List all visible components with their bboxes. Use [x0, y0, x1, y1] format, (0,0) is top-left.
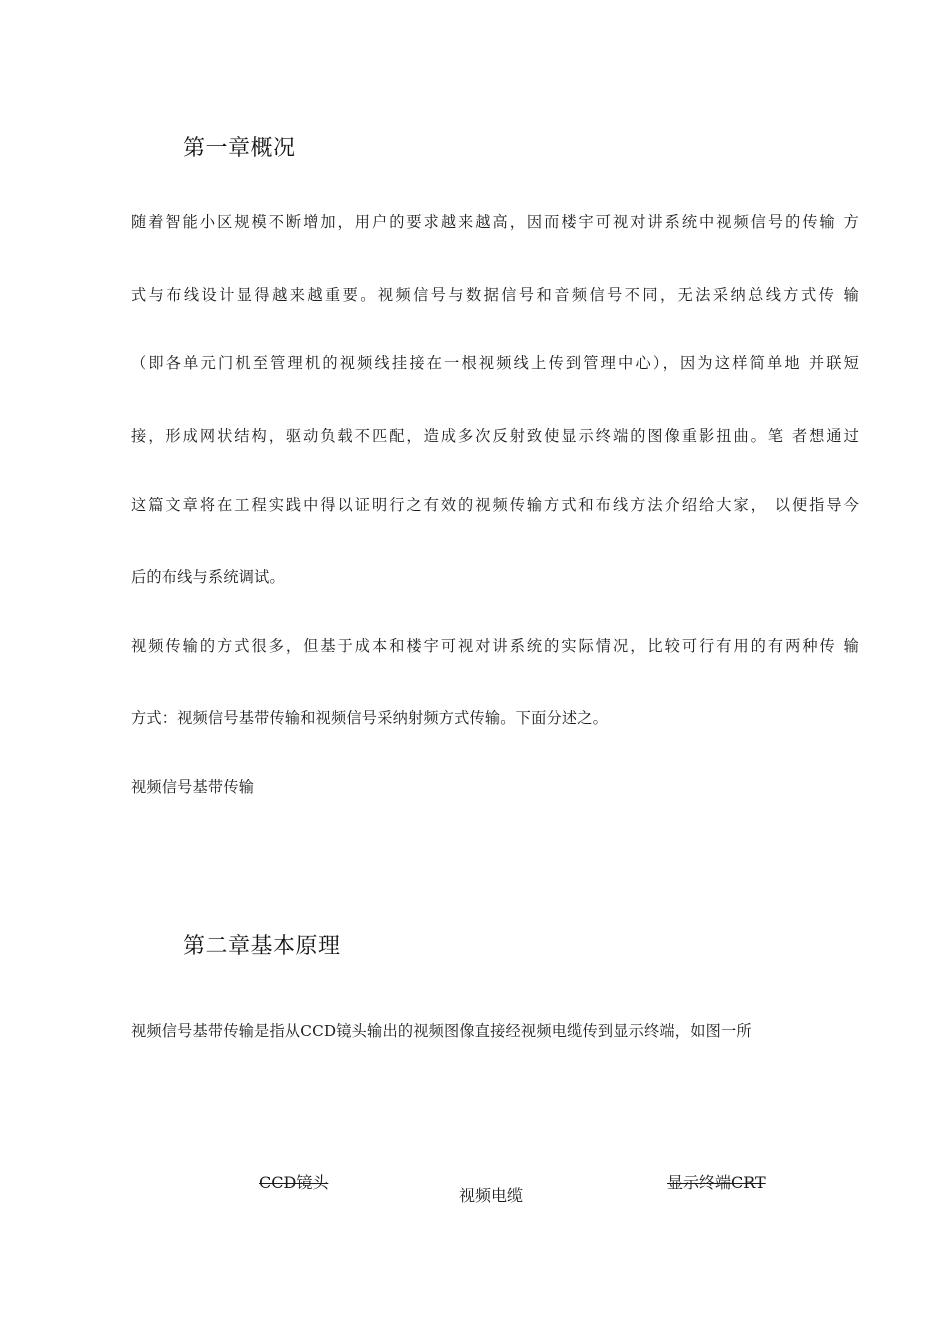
- paragraph-1-line-1: 随着智能小区规模不断增加，用户的要求越来越高，因而楼宇可视对讲系统中视频信号的传输 方: [131, 213, 859, 231]
- paragraph-1-line-5: 这篇文章将在工程实践中得以证明行之有效的视频传输方式和布线方法介绍给大家， 以便指导今: [131, 496, 859, 514]
- diagram-cable-label: 视频电缆: [459, 1186, 524, 1205]
- paragraph-2-line-2: 方式：视频信号基带传输和视频信号采纳射频方式传输。下面分述之。: [131, 709, 609, 727]
- diagram-display-label: 显示终端CRT: [667, 1173, 766, 1192]
- paragraph-1-line-3: （即各单元门机至管理机的视频线挂接在一根视频线上传到管理中心），因为这样简单地 并联短: [131, 354, 859, 372]
- chapter-2-title: 第二章基本原理: [183, 934, 341, 959]
- paragraph-1-line-6: 后的布线与系统调试。: [131, 568, 285, 586]
- diagram-ccd-label: CCD镜头: [259, 1173, 329, 1192]
- paragraph-2-line-1: 视频传输的方式很多，但基于成本和楼宇可视对讲系统的实际情况，比较可行有用的有两种传 输: [131, 637, 859, 655]
- paragraph-1-line-2: 式与布线设计显得越来越重要。视频信号与数据信号和音频信号不同，无法采纳总线方式传 输: [131, 286, 859, 304]
- chapter-1-title: 第一章概况: [183, 136, 296, 161]
- paragraph-1-line-4: 接，形成网状结构，驱动负载不匹配，造成多次反射致使显示终端的图像重影扭曲。笔 者想通过: [131, 427, 859, 445]
- chapter-2-paragraph: 视频信号基带传输是指从CCD镜头输出的视频图像直接经视频电缆传到显示终端，如图一所: [131, 1022, 752, 1040]
- section-subheading: 视频信号基带传输: [131, 778, 255, 796]
